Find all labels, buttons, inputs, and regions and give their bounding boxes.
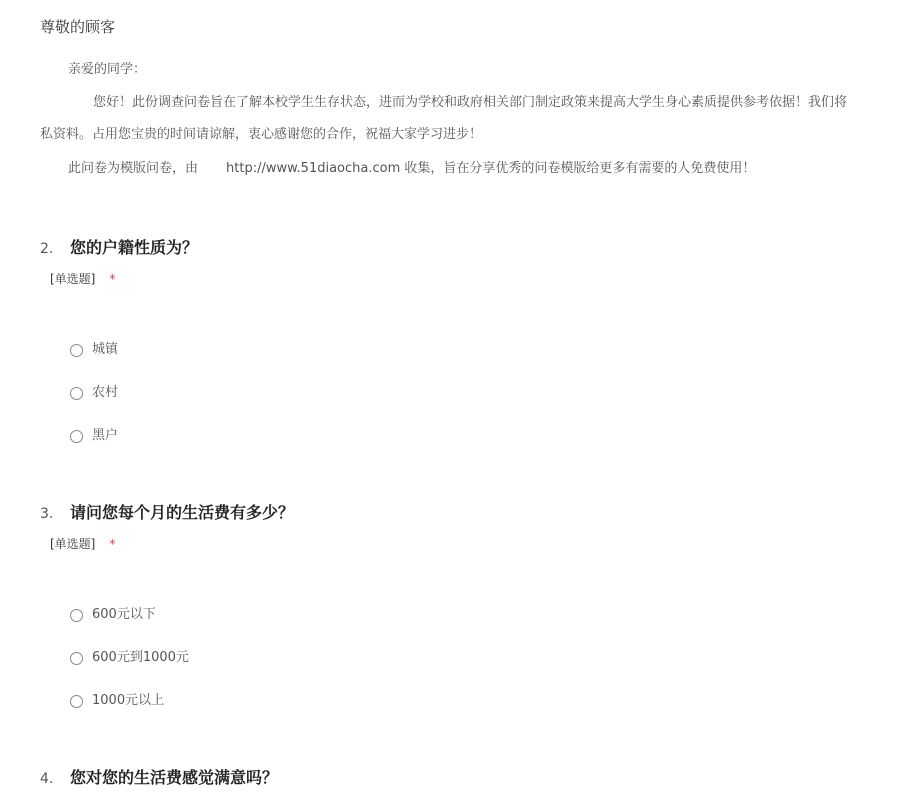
- radio-button[interactable]: [70, 609, 83, 622]
- question-text: 您对您的生活费感觉满意吗？: [70, 768, 279, 787]
- template-note-url: http://www.51diaocha.com: [226, 161, 401, 176]
- question-type: [50, 535, 115, 552]
- radio-button[interactable]: [70, 344, 83, 357]
- question-number: 2.: [40, 241, 54, 257]
- option-600-to-1000[interactable]: [70, 650, 189, 666]
- option-label: 黑户: [92, 428, 119, 443]
- option-chengzhen[interactable]: [70, 342, 118, 358]
- question-title: [40, 765, 278, 788]
- question-text: 请问您每个月的生活费有多少？: [70, 503, 295, 522]
- option-label: 600元到1000元: [92, 650, 189, 665]
- radio-button[interactable]: [70, 430, 83, 443]
- radio-button[interactable]: [70, 652, 83, 665]
- greeting-title: 尊敬的顾客: [40, 18, 116, 36]
- option-heihu[interactable]: [70, 428, 118, 444]
- option-label: 1000元以上: [92, 693, 165, 708]
- template-note-prefix: 此问卷为模版问卷，由: [68, 161, 199, 176]
- radio-button[interactable]: [70, 387, 83, 400]
- option-label: 农村: [92, 385, 119, 400]
- option-label: 城镇: [92, 342, 119, 357]
- radio-button[interactable]: [70, 695, 83, 708]
- required-star: *: [109, 537, 116, 551]
- option-below-600[interactable]: [70, 607, 156, 623]
- question-text: 您的户籍性质为？: [70, 238, 199, 257]
- intro-salutation: 亲爱的同学：: [68, 62, 147, 77]
- option-above-1000[interactable]: [70, 693, 164, 709]
- question-type-label: [单选题]: [50, 272, 96, 286]
- question-title: [40, 235, 198, 258]
- question-type: [50, 270, 115, 287]
- intro-section: [0, 0, 900, 190]
- question-number: 4.: [40, 771, 54, 787]
- question-title: [40, 500, 294, 523]
- question-number: 3.: [40, 506, 54, 522]
- intro-paragraph-line2: 私资料。占用您宝贵的时间请谅解，衷心感谢您的合作，祝福大家学习进步！: [40, 127, 483, 142]
- question-type-label: [单选题]: [50, 537, 96, 551]
- option-label: 600元以下: [92, 607, 156, 622]
- required-star: *: [109, 272, 116, 286]
- intro-template-note: [68, 157, 755, 176]
- option-nongcun[interactable]: [70, 385, 118, 401]
- intro-paragraph-line1: 您好！此份调查问卷旨在了解本校学生生存状态，进而为学校和政府相关部门制定政策来提高大学生身心素质提供参考依据！我们将: [93, 95, 848, 110]
- template-note-suffix: 收集，旨在分享优秀的问卷模版给更多有需要的人免费使用！: [400, 161, 756, 176]
